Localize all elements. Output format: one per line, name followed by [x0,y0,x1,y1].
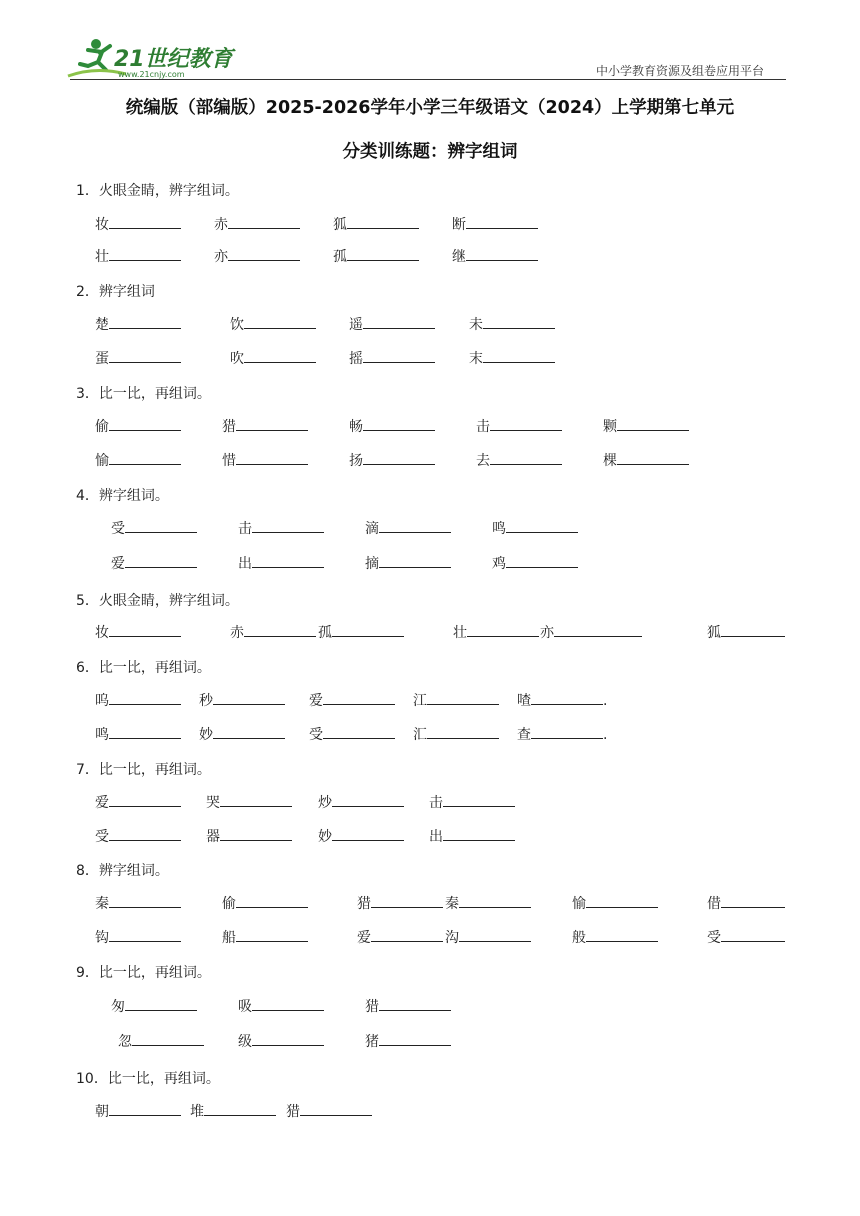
answer-blank[interactable] [531,724,603,739]
word-item [452,246,538,266]
word-item [222,450,308,470]
answer-blank[interactable] [252,518,324,533]
answer-blank[interactable] [363,348,435,363]
word-item [222,927,308,947]
answer-blank[interactable] [244,348,316,363]
word-item [517,690,607,710]
character: 击 [429,795,443,811]
answer-blank[interactable] [490,450,562,465]
word-item [365,518,451,538]
answer-blank[interactable] [323,724,395,739]
question-label: 3．比一比，再组词。 [76,386,211,402]
character: 鸡 [492,556,506,572]
answer-blank[interactable] [213,724,285,739]
word-item [214,246,300,266]
word-item [365,1031,451,1051]
word-item [95,792,181,812]
character: 钩 [95,930,109,946]
answer-blank[interactable] [109,893,181,908]
word-item [95,348,181,368]
word-item [365,996,451,1016]
character: 吹 [230,351,244,367]
answer-blank[interactable] [236,927,308,942]
question-label: 9．比一比，再组词。 [76,965,211,981]
character: 猎 [365,999,379,1015]
answer-blank[interactable] [379,1031,451,1046]
page-subtitle: 分类训练题：辨字组词 [342,142,518,162]
character: 爱 [357,930,371,946]
answer-blank[interactable] [483,314,555,329]
answer-blank[interactable] [213,690,285,705]
word-item [429,826,515,846]
character: 遥 [349,317,363,333]
header-divider [70,79,786,80]
answer-blank[interactable] [125,553,197,568]
answer-blank[interactable] [466,246,538,261]
character: 喳 [517,693,531,709]
answer-blank[interactable] [506,518,578,533]
character: 击 [238,521,252,537]
word-item [540,622,642,642]
answer-blank[interactable] [109,246,181,261]
word-item [230,314,316,334]
word-item [230,622,316,642]
word-item [206,826,292,846]
answer-blank[interactable] [617,416,689,431]
character: 出 [429,829,443,845]
character: 壮 [95,249,109,265]
answer-blank[interactable] [554,622,642,637]
word-item [286,1101,372,1121]
word-item [214,214,300,234]
answer-blank[interactable] [721,893,785,908]
character: 妆 [95,217,109,233]
word-item [230,348,316,368]
word-item [95,927,181,947]
character: 受 [95,829,109,845]
word-item [222,416,308,436]
answer-blank[interactable] [347,214,419,229]
answer-blank[interactable] [109,214,181,229]
answer-blank[interactable] [443,826,515,841]
word-item [476,416,562,436]
word-item [572,893,658,913]
answer-blank[interactable] [721,622,785,637]
character: 级 [238,1034,252,1050]
character: 炒 [318,795,332,811]
character: 妙 [318,829,332,845]
word-item [492,553,578,573]
word-item [318,826,404,846]
character: 鸣 [492,521,506,537]
character: 妆 [95,625,109,641]
answer-blank[interactable] [483,348,555,363]
word-item [453,622,539,642]
question-label: 6．比一比，再组词。 [76,660,211,676]
character: 匆 [111,999,125,1015]
word-item [707,893,785,913]
question-label: 2．辨字组词 [76,284,155,300]
answer-blank[interactable] [228,214,300,229]
word-item [238,553,324,573]
character: 哭 [206,795,220,811]
character: 般 [572,930,586,946]
character: 饮 [230,317,244,333]
logo-text: 21世纪教育 [114,47,233,72]
character: 船 [222,930,236,946]
answer-blank[interactable] [332,622,404,637]
platform-name: 中小学教育资源及组卷应用平台 [595,64,764,78]
character: 受 [707,930,721,946]
character: 亦 [540,625,554,641]
character: 摇 [349,351,363,367]
character: 猎 [222,419,236,435]
character: 赤 [230,625,244,641]
word-item [413,724,499,744]
word-item [517,724,607,744]
page-title: 统编版（部编版）2025-2026学年小学三年级语文（2024）上学期第七单元 [125,98,735,118]
answer-blank[interactable] [371,927,443,942]
character: 去 [476,453,490,469]
word-item [707,927,785,947]
character: 妙 [199,727,213,743]
character: 惜 [222,453,236,469]
word-item [95,826,181,846]
answer-blank[interactable] [109,622,181,637]
answer-blank[interactable] [220,826,292,841]
character: 呜 [95,693,109,709]
word-item [199,724,285,744]
answer-blank[interactable] [109,314,181,329]
word-item [238,518,324,538]
word-item [357,893,443,913]
question-label: 1．火眼金睛，辨字组词。 [76,183,239,199]
word-item [95,416,181,436]
word-item [469,348,555,368]
answer-blank[interactable] [323,690,395,705]
word-item [469,314,555,334]
character: 棵 [603,453,617,469]
word-item [333,214,419,234]
character: 受 [111,521,125,537]
answer-blank[interactable] [125,518,197,533]
word-item [572,927,658,947]
answer-blank[interactable] [467,622,539,637]
answer-blank[interactable] [379,518,451,533]
answer-blank[interactable] [721,927,785,942]
end-mark: . [603,727,608,743]
character: 忽 [118,1034,132,1050]
character: 畅 [349,419,363,435]
answer-blank[interactable] [427,724,499,739]
word-item [95,450,181,470]
logo-21cnjy [66,36,236,80]
word-item [603,416,689,436]
answer-blank[interactable] [236,893,308,908]
answer-blank[interactable] [586,893,658,908]
character: 扬 [349,453,363,469]
character: 未 [469,317,483,333]
word-item [95,724,181,744]
word-item [199,690,285,710]
word-item [349,314,435,334]
question-label: 7．比一比，再组词。 [76,762,211,778]
answer-blank[interactable] [252,1031,324,1046]
answer-blank[interactable] [459,893,531,908]
answer-blank[interactable] [252,553,324,568]
answer-blank[interactable] [371,893,443,908]
character: 爱 [309,693,323,709]
word-item [118,1031,204,1051]
answer-blank[interactable] [506,553,578,568]
character: 堆 [190,1104,204,1120]
character: 蛋 [95,351,109,367]
character: 秒 [199,693,213,709]
answer-blank[interactable] [220,792,292,807]
character: 楚 [95,317,109,333]
character: 猪 [365,1034,379,1050]
answer-blank[interactable] [109,690,181,705]
character: 借 [707,896,721,912]
question-label: 4．辨字组词。 [76,488,169,504]
character: 秦 [445,896,459,912]
answer-blank[interactable] [379,996,451,1011]
answer-blank[interactable] [531,690,603,705]
character: 狐 [707,625,721,641]
answer-blank[interactable] [363,416,435,431]
word-item [349,348,435,368]
word-item [190,1101,276,1121]
end-mark: . [603,693,608,709]
answer-blank[interactable] [109,826,181,841]
word-item [111,518,197,538]
answer-blank[interactable] [244,622,316,637]
word-item [222,893,308,913]
word-item [206,792,292,812]
answer-blank[interactable] [109,450,181,465]
word-item [476,450,562,470]
character: 鸣 [95,727,109,743]
word-item [95,246,181,266]
character: 偷 [222,896,236,912]
word-item [445,893,531,913]
answer-blank[interactable] [427,690,499,705]
character: 孤 [318,625,332,641]
answer-blank[interactable] [109,927,181,942]
character: 击 [476,419,490,435]
answer-blank[interactable] [244,314,316,329]
answer-blank[interactable] [490,416,562,431]
question-label: 8．辨字组词。 [76,863,169,879]
word-item [95,314,181,334]
answer-blank[interactable] [363,314,435,329]
answer-blank[interactable] [236,450,308,465]
character: 猎 [286,1104,300,1120]
word-item [349,416,435,436]
character: 器 [206,829,220,845]
answer-blank[interactable] [252,996,324,1011]
word-item [445,927,531,947]
answer-blank[interactable] [109,724,181,739]
word-item [111,553,197,573]
character: 猎 [357,896,371,912]
character: 偷 [95,419,109,435]
character: 狐 [333,217,347,233]
word-item [309,690,395,710]
character: 愉 [572,896,586,912]
answer-blank[interactable] [300,1101,372,1116]
word-item [452,214,538,234]
character: 摘 [365,556,379,572]
answer-blank[interactable] [347,246,419,261]
character: 末 [469,351,483,367]
question-label: 10．比一比，再组词。 [76,1071,220,1087]
answer-blank[interactable] [459,927,531,942]
word-item [318,622,404,642]
answer-blank[interactable] [236,416,308,431]
answer-blank[interactable] [443,792,515,807]
word-item [492,518,578,538]
word-item [95,214,181,234]
character: 朝 [95,1104,109,1120]
answer-blank[interactable] [617,450,689,465]
word-item [238,996,324,1016]
answer-blank[interactable] [132,1031,204,1046]
word-item [111,996,197,1016]
answer-blank[interactable] [204,1101,276,1116]
character: 出 [238,556,252,572]
answer-blank[interactable] [466,214,538,229]
word-item [413,690,499,710]
word-item [707,622,785,642]
character: 吸 [238,999,252,1015]
question-label: 5．火眼金睛，辨字组词。 [76,593,239,609]
character: 颗 [603,419,617,435]
word-item [95,893,181,913]
word-item [318,792,404,812]
character: 孤 [333,249,347,265]
character: 秦 [95,896,109,912]
answer-blank[interactable] [109,348,181,363]
character: 江 [413,693,427,709]
word-item [429,792,515,812]
answer-blank[interactable] [109,1101,181,1116]
character: 爱 [111,556,125,572]
word-item [238,1031,324,1051]
answer-blank[interactable] [228,246,300,261]
answer-blank[interactable] [125,996,197,1011]
character: 沟 [445,930,459,946]
character: 查 [517,727,531,743]
word-item [349,450,435,470]
word-item [95,1101,181,1121]
character: 愉 [95,453,109,469]
word-item [309,724,395,744]
word-item [365,553,451,573]
character: 滴 [365,521,379,537]
answer-blank[interactable] [586,927,658,942]
word-item [333,246,419,266]
answer-blank[interactable] [332,826,404,841]
word-item [357,927,443,947]
word-item [95,690,181,710]
answer-blank[interactable] [379,553,451,568]
answer-blank[interactable] [109,792,181,807]
character: 继 [452,249,466,265]
character: 壮 [453,625,467,641]
answer-blank[interactable] [363,450,435,465]
word-item [603,450,689,470]
character: 亦 [214,249,228,265]
character: 断 [452,217,466,233]
character: 赤 [214,217,228,233]
answer-blank[interactable] [332,792,404,807]
character: 爱 [95,795,109,811]
character: 汇 [413,727,427,743]
word-item [95,622,181,642]
answer-blank[interactable] [109,416,181,431]
character: 受 [309,727,323,743]
logo-url: www.21cnjy.com [118,70,185,79]
